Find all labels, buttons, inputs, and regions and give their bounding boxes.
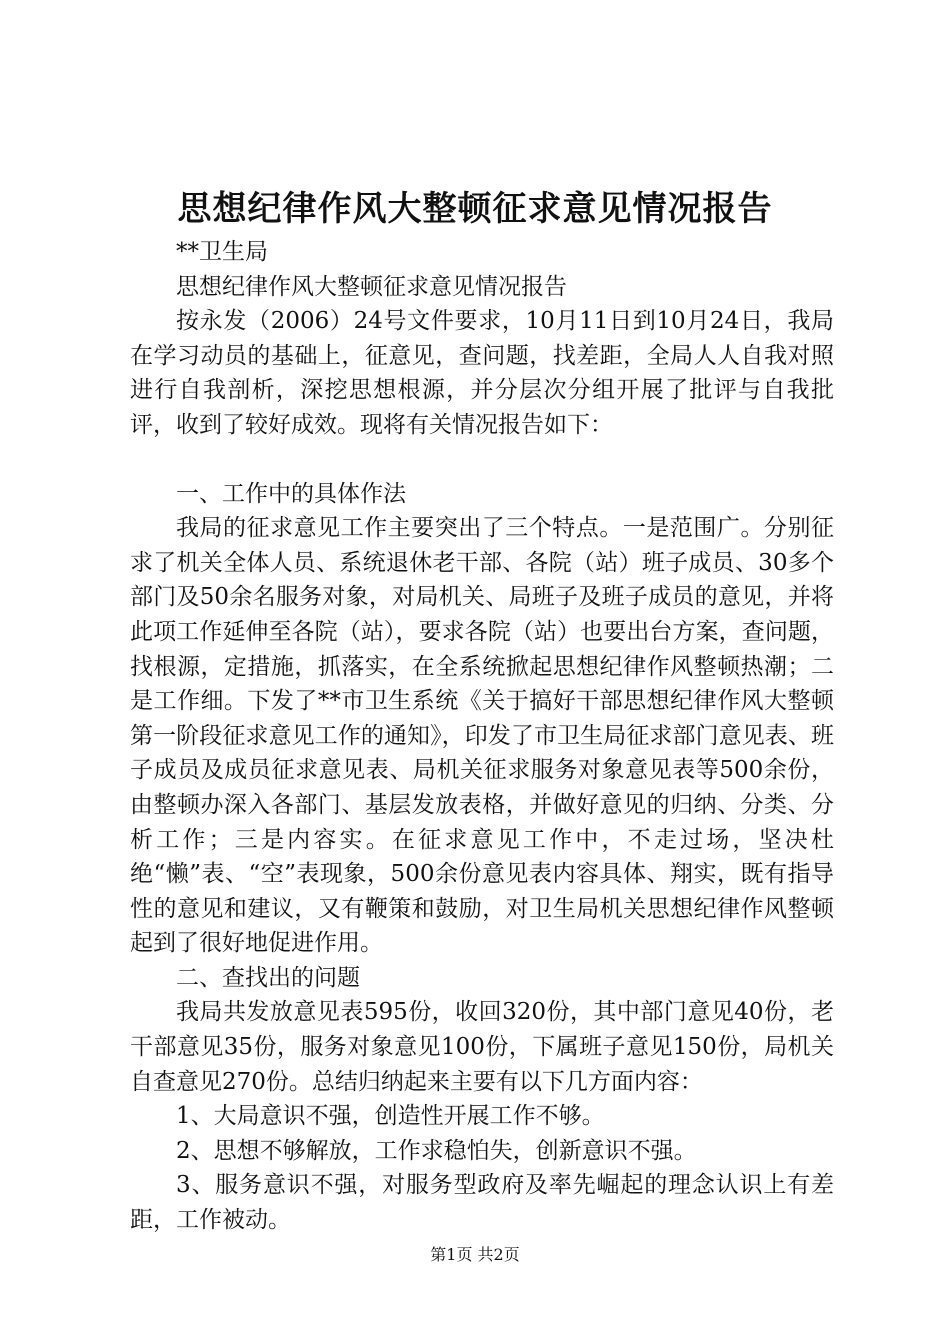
section-2-paragraph: 我局共发放意见表595份，收回320份，其中部门意见40份，老干部意见35份，服务对象意见100份，下属班子意见150份，局机关自查意见270份。总结归纳起来主要有以下几方面内容： [130, 999, 834, 1095]
intro-paragraph: 按永发（2006）24号文件要求，10月11日到10月24日，我局在学习动员的基础上，征意见，查问题，找差距，全局人人自我对照进行自我剖析，深挖思想根源，并分层次分组开展了批评与自我批评，收到了较好成效。现将有关情况报告如下： [130, 308, 834, 438]
problem-item-3: 3、服务意识不强，对服务型政府及率先崛起的理念认识上有差距，工作被动。 [130, 1172, 834, 1234]
problem-item-1: 1、大局意识不强，创造性开展工作不够。 [176, 1103, 605, 1130]
document-title: 思想纪律作风大整顿征求意见情况报告 [177, 189, 773, 229]
problem-item-2: 2、思想不够解放，工作求稳怕失，创新意识不强。 [176, 1137, 697, 1164]
section-1-paragraph: 我局的征求意见工作主要突出了三个特点。一是范围广。分别征求了机关全体人员、系统退休老干部、各院（站）班子成员、30多个部门及50余名服务对象，对局机关、局班子及班子成员的意见，并将此项工作延伸至各院（站），要求各院（站）也要出台方案，查问题，找根源，定措施，抓落实，在全系统掀起思想纪律作风整顿热潮；二是工作细。下发了**市卫生系统《关于搞好干部思想纪律作风大整顿第一阶段征求意见工作的通知》，印发了市卫生局征求部门意见表、班子成员及成员征求意见表、局机关征求服务对象意见表等500余份，由整顿办深入各部门、基层发放表格，并做好意见的归纳、分类、分析工作；三是内容实。在征求意见工作中，不走过场，坚决杜绝“懒”表、“空”表现象，500余份意见表内容具体、翔实，既有指导性的意见和建议，又有鞭策和鼓励，对卫生局机关思想纪律作风整顿起到了很好地促进作用。 [130, 515, 834, 957]
issuer-line: **卫生局 [176, 239, 268, 265]
section-heading-2: 二、查找出的问题 [176, 964, 360, 991]
document-body [130, 235, 834, 1238]
page-footer: 第1页 共2页 [430, 1245, 520, 1264]
report-subtitle: 思想纪律作风大整顿征求意见情况报告 [176, 273, 567, 300]
section-heading-1: 一、工作中的具体作法 [176, 480, 406, 507]
